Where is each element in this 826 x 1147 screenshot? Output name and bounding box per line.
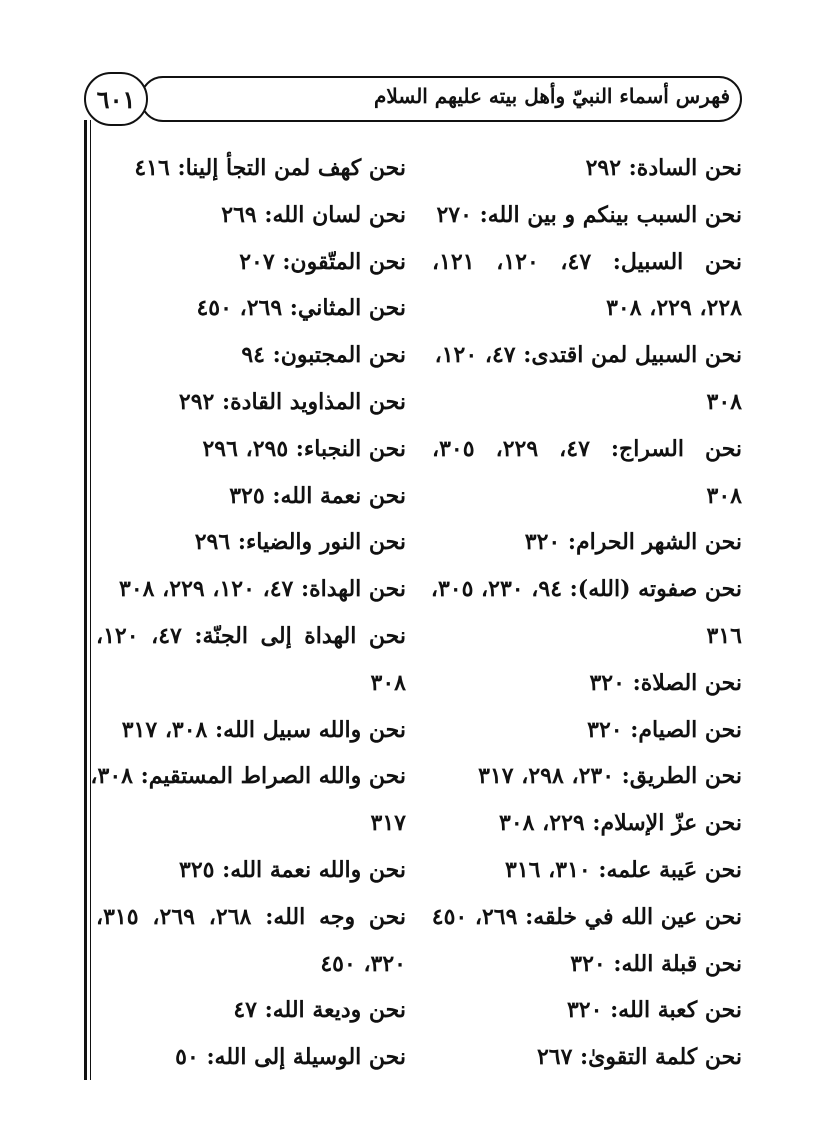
index-entry: نحن السبيل لمن اقتدى: ٤٧، ١٢٠، (434, 342, 742, 369)
index-entry: ٢٢٨، ٢٢٩، ٣٠٨ (606, 295, 742, 322)
index-entry: ٣٠٨ (706, 388, 742, 415)
index-entry: نحن والله نعمة الله: ٣٢٥ (179, 856, 406, 883)
running-header-title: فهرس أسماء النبيّ وأهل بيته عليهم السلام (374, 84, 730, 108)
index-entry: نحن الوسيلة إلى الله: ٥٠ (175, 1044, 406, 1071)
index-entry: ٣٠٨ (370, 669, 406, 696)
index-entry: نحن وجه الله: ٢٦٨، ٢٦٩، ٣١٥، (96, 903, 407, 930)
index-entry: نحن كلمة التقوىٰ: ٢٦٧ (536, 1044, 742, 1071)
index-entry: ٣٢٠، ٤٥٠ (320, 950, 406, 977)
index-entry: نحن الهداة: ٤٧، ١٢٠، ٢٢٩، ٣٠٨ (119, 576, 406, 603)
index-entry: نحن صفوته (الله): ٩٤، ٢٣٠، ٣٠٥، (430, 576, 742, 603)
index-entry: نحن والله الصراط المستقيم: ٣٠٨، (90, 763, 406, 790)
index-entry: نحن المتّقون: ٢٠٧ (239, 248, 406, 275)
page-number: ٦٠١ (84, 72, 148, 126)
index-entry: نحن وديعة الله: ٤٧ (233, 997, 406, 1024)
margin-rule-inner (90, 120, 91, 1080)
index-column-right (432, 145, 742, 1081)
index-entry: نحن عين الله في خلقه: ٢٦٩، ٤٥٠ (431, 903, 742, 930)
index-entry: نحن النور والضياء: ٢٩٦ (194, 529, 406, 556)
index-entry: نحن السبب بينكم و بين الله: ٢٧٠ (436, 201, 742, 228)
index-entry: نحن السادة: ٢٩٢ (585, 155, 742, 181)
index-entry: نحن المثاني: ٢٦٩، ٤٥٠ (196, 295, 406, 322)
index-entry: نحن الصلاة: ٣٢٠ (589, 669, 742, 696)
index-entry: نحن عَيبة علمه: ٣١٠، ٣١٦ (505, 856, 742, 883)
index-column-left (90, 145, 407, 1081)
index-entry: نحن السراج: ٤٧، ٢٢٩، ٣٠٥، (432, 435, 743, 462)
index-entry: نحن قبلة الله: ٣٢٠ (570, 950, 742, 977)
index-entry: نحن الشهر الحرام: ٣٢٠ (524, 529, 742, 556)
index-entry: ٣١٦ (706, 622, 742, 649)
index-entry: نحن كهف لمن التجأ إلينا: ٤١٦ (134, 155, 406, 181)
index-entry: نحن الصيام: ٣٢٠ (587, 716, 742, 743)
index-entry: نحن عزّ الإسلام: ٢٢٩، ٣٠٨ (499, 810, 742, 837)
index-entry: نحن كعبة الله: ٣٢٠ (566, 997, 742, 1024)
index-entry: نحن المجتبون: ٩٤ (241, 342, 406, 369)
index-entry: نحن نعمة الله: ٣٢٥ (229, 482, 406, 509)
index-entry: نحن الهداة إلى الجنّة: ٤٧، ١٢٠، (96, 622, 406, 649)
index-entry: ٣٠٨ (706, 482, 742, 509)
index-entry: نحن النجباء: ٢٩٥، ٢٩٦ (202, 435, 406, 462)
index-entry: نحن والله سبيل الله: ٣٠٨، ٣١٧ (121, 716, 406, 743)
index-entry: نحن المذاويد القادة: ٢٩٢ (178, 388, 406, 415)
index-entry: نحن الطريق: ٢٣٠، ٢٩٨، ٣١٧ (478, 763, 742, 790)
index-entry: نحن السبيل: ٤٧، ١٢٠، ١٢١، (432, 248, 743, 275)
index-entry: نحن لسان الله: ٢٦٩ (221, 201, 406, 228)
index-entry: ٣١٧ (370, 810, 406, 837)
margin-rule (84, 120, 87, 1080)
